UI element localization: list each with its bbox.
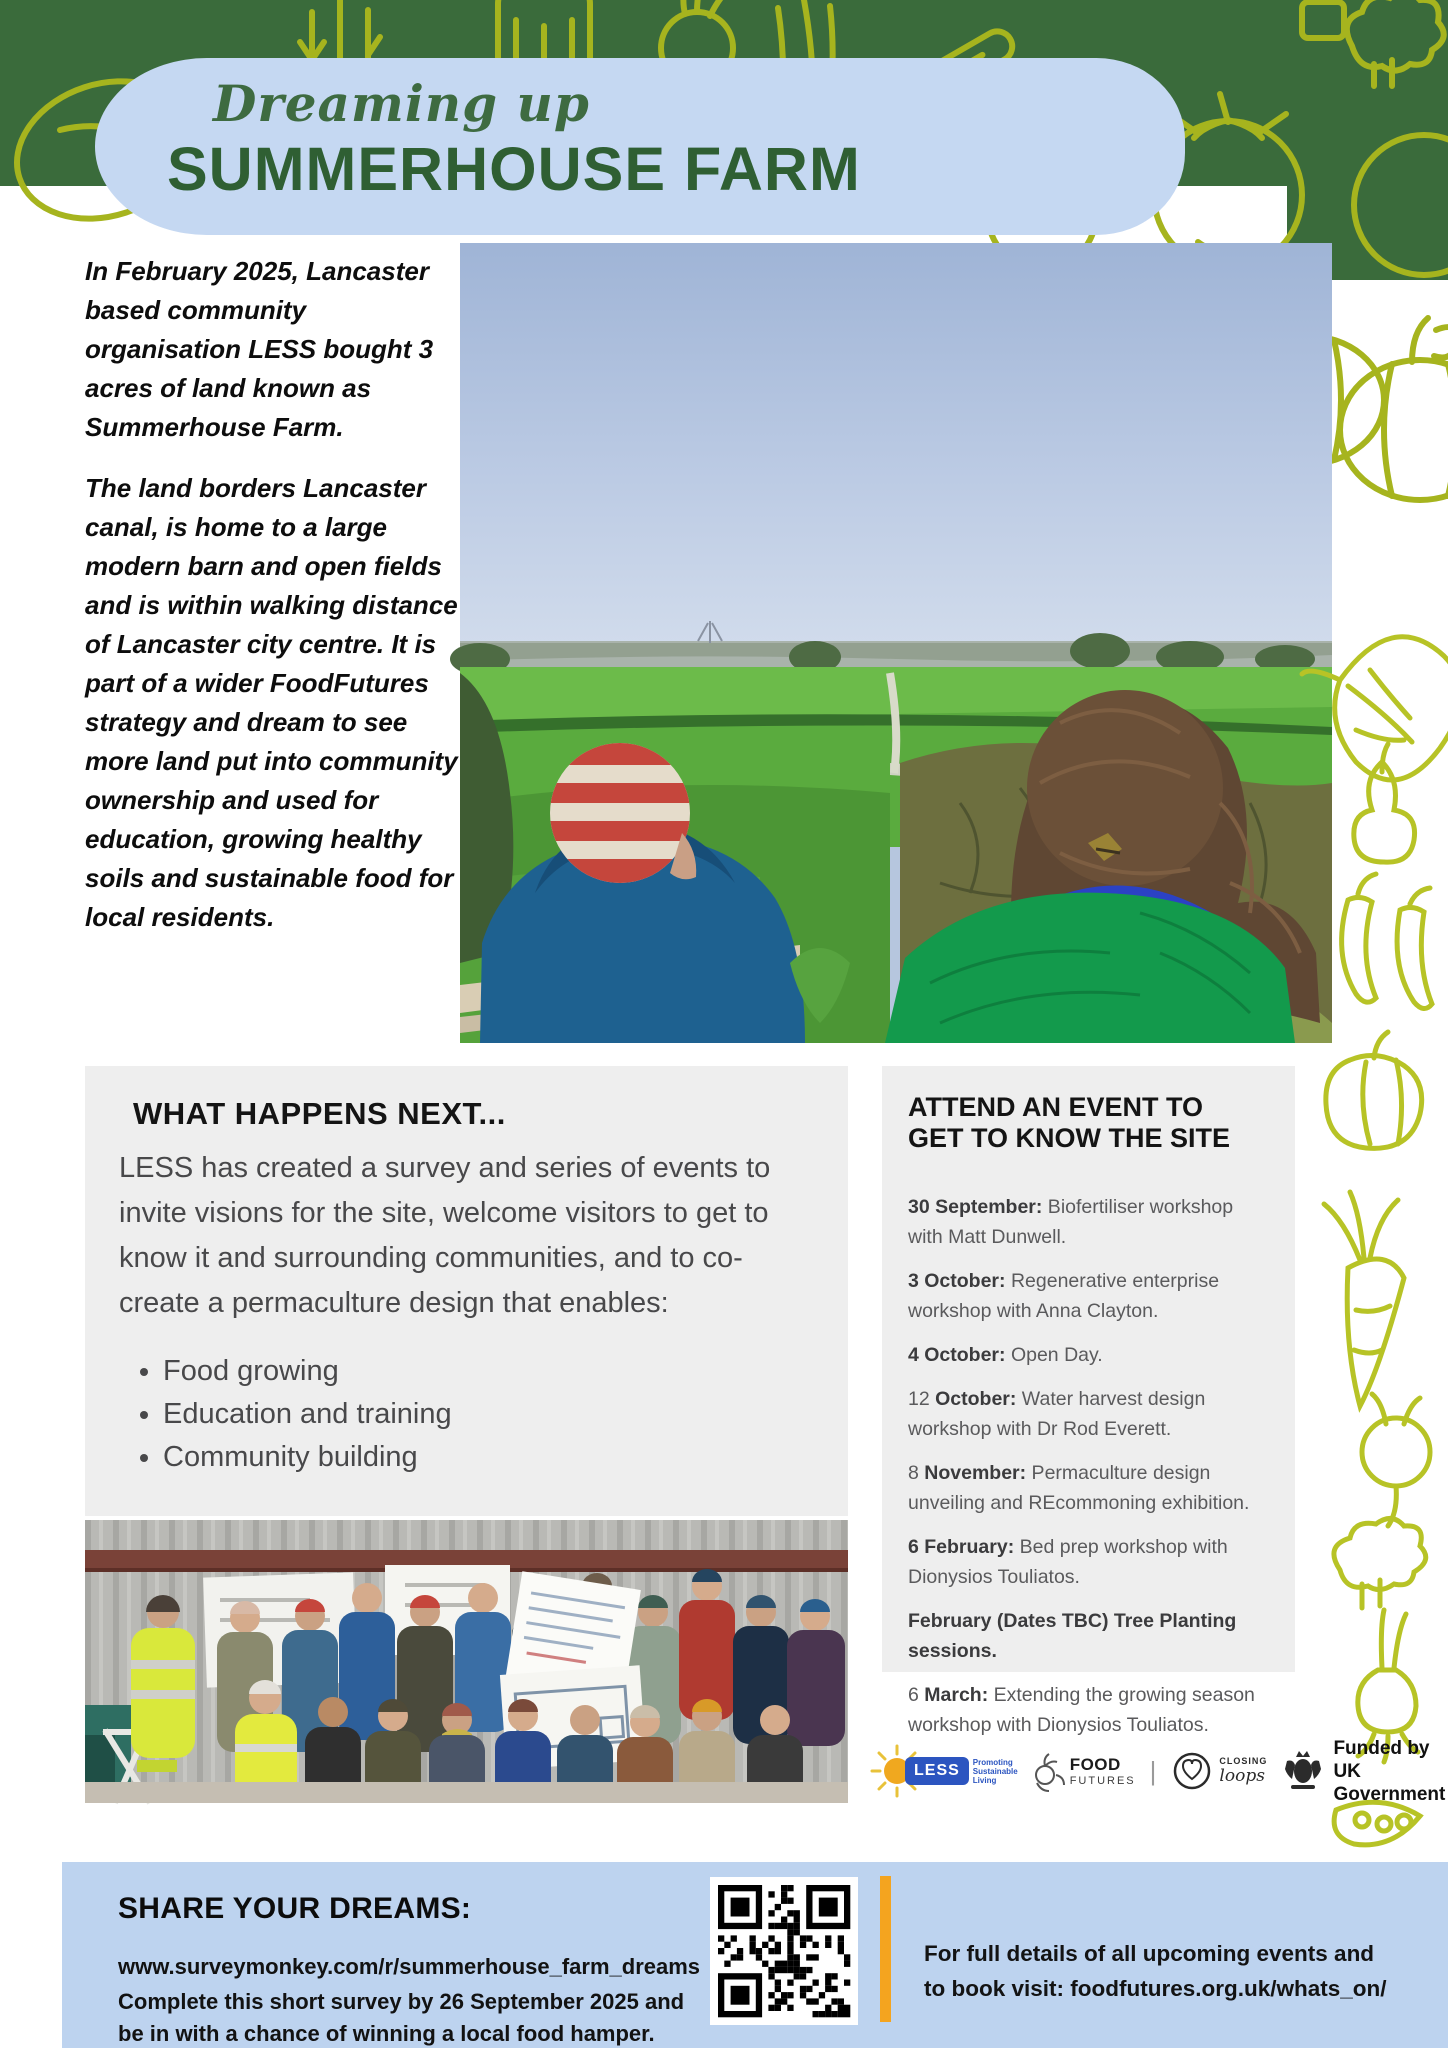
survey-url: www.surveymonkey.com/r/summerhouse_farm_dreams: [118, 1954, 701, 1979]
intro-text: [85, 252, 463, 959]
qr-code-icon: [710, 1877, 858, 2025]
royal-crest-icon: [1281, 1745, 1325, 1797]
uk-gov-line2: UK Government: [1333, 1760, 1446, 1805]
qr-code: [710, 1877, 858, 2025]
intro-paragraph-2: The land borders Lancaster canal, is home to a large modern barn and open fields and is within walking distance of Lancaster city centre. It is part of a wider FoodFutures strategy and dream to see more land put into community ownership and used for education, growing healthy soils and sustainable food for local residents.: [85, 473, 458, 932]
logo-divider: |: [1149, 1755, 1157, 1786]
accent-bar: [880, 1876, 891, 2022]
less-logo: [868, 1742, 1018, 1800]
group-photo: [85, 1520, 848, 1803]
intro-paragraph-1: In February 2025, Lancaster based community organisation LESS bought 3 acres of land known as Summerhouse Farm.: [85, 256, 434, 442]
uk-gov-line1: Funded by: [1333, 1737, 1430, 1759]
uk-government-logo: [1281, 1737, 1445, 1806]
carrot-doodle-icon: [1324, 1192, 1404, 1406]
event-item: 30 September: Biofertiliser workshop with Matt Dunwell.: [908, 1196, 1234, 1248]
event-item: 6 February: Bed prep workshop with Dionysios Touliatos.: [908, 1536, 1228, 1588]
closing-loops-logo: [1170, 1749, 1267, 1793]
footer-panel: [62, 1862, 1448, 2048]
what-happens-next-bullets: [119, 1350, 814, 1479]
food-futures-line2: FUTURES: [1069, 1775, 1136, 1787]
events-info-text: [924, 1936, 1387, 2006]
group-photo-illustration: [85, 1520, 848, 1803]
event-item: 12 October: Water harvest design workshop with Dr Rod Everett.: [908, 1388, 1206, 1440]
food-futures-line1: FOOD: [1069, 1755, 1121, 1774]
peapod-doodle-icon: [1334, 1802, 1420, 1845]
bullet-item: • Food growing: [163, 1350, 814, 1393]
event-item: 6 March: Extending the growing season workshop with Dionysios Touliatos.: [908, 1684, 1255, 1736]
event-item: February (Dates TBC) Tree Planting sessions.: [908, 1610, 1237, 1662]
events-info-line2: to book visit: foodfutures.org.uk/whats_on/: [924, 1976, 1387, 2001]
survey-note-line1: Complete this short survey by 26 September 2025 and: [118, 1989, 685, 2014]
pepper-doodle-icon: [1326, 1032, 1422, 1148]
events-heading: ATTEND AN EVENT TO GET TO KNOW THE SITE: [908, 1092, 1231, 1153]
heart-loop-icon: [1170, 1749, 1214, 1793]
events-box: [882, 1066, 1295, 1736]
events-info-line1: For full details of all upcoming events and: [924, 1941, 1375, 1966]
closing-loops-line2: loops: [1219, 1766, 1265, 1786]
what-happens-next-heading: WHAT HAPPENS NEXT...: [133, 1096, 506, 1131]
bullet-item: • Community building: [163, 1436, 814, 1479]
events-list: [908, 1192, 1269, 1740]
less-wordmark: LESS: [905, 1757, 969, 1785]
closing-loops-line1: CLOSING: [1219, 1756, 1268, 1766]
partner-logos: [868, 1736, 1446, 1806]
what-happens-next-body: LESS has created a survey and series of events to invite visions for the site, welcome visitors to get to know it and surrounding communities, and to co-create a permaculture design that enables:: [119, 1152, 771, 1319]
food-futures-logo: [1032, 1749, 1136, 1793]
broccoli-doodle-icon: [1334, 1518, 1426, 1608]
garlic-doodle-icon: [1354, 744, 1415, 862]
bullet-item: • Education and training: [163, 1393, 814, 1436]
page-title-script: Dreaming up: [213, 74, 590, 133]
vegetables-sketch-icon: [1032, 1749, 1066, 1793]
chili-doodle-icon: [1342, 874, 1432, 1009]
event-item: 4 October: Open Day.: [908, 1344, 1103, 1366]
page-title: SUMMERHOUSE FARM: [167, 135, 861, 203]
event-item: 3 October: Regenerative enterprise workshop with Anna Clayton.: [908, 1270, 1220, 1322]
what-happens-next-box: [85, 1066, 848, 1516]
share-your-dreams-heading: SHARE YOUR DREAMS:: [118, 1892, 472, 1925]
title-banner: [95, 58, 1185, 235]
event-item: 8 November: Permaculture design unveiling and REcommoning exhibition.: [908, 1462, 1250, 1514]
beet-doodle-icon: [1362, 1394, 1430, 1526]
survey-note-line2: be in with a chance of winning a local food hamper.: [118, 2021, 655, 2046]
less-tagline: Promoting Sustainable Living: [972, 1757, 1018, 1785]
field-photo: [460, 243, 1332, 1043]
header-green-band-right: [1287, 0, 1448, 280]
field-photo-illustration: [460, 243, 1332, 1043]
